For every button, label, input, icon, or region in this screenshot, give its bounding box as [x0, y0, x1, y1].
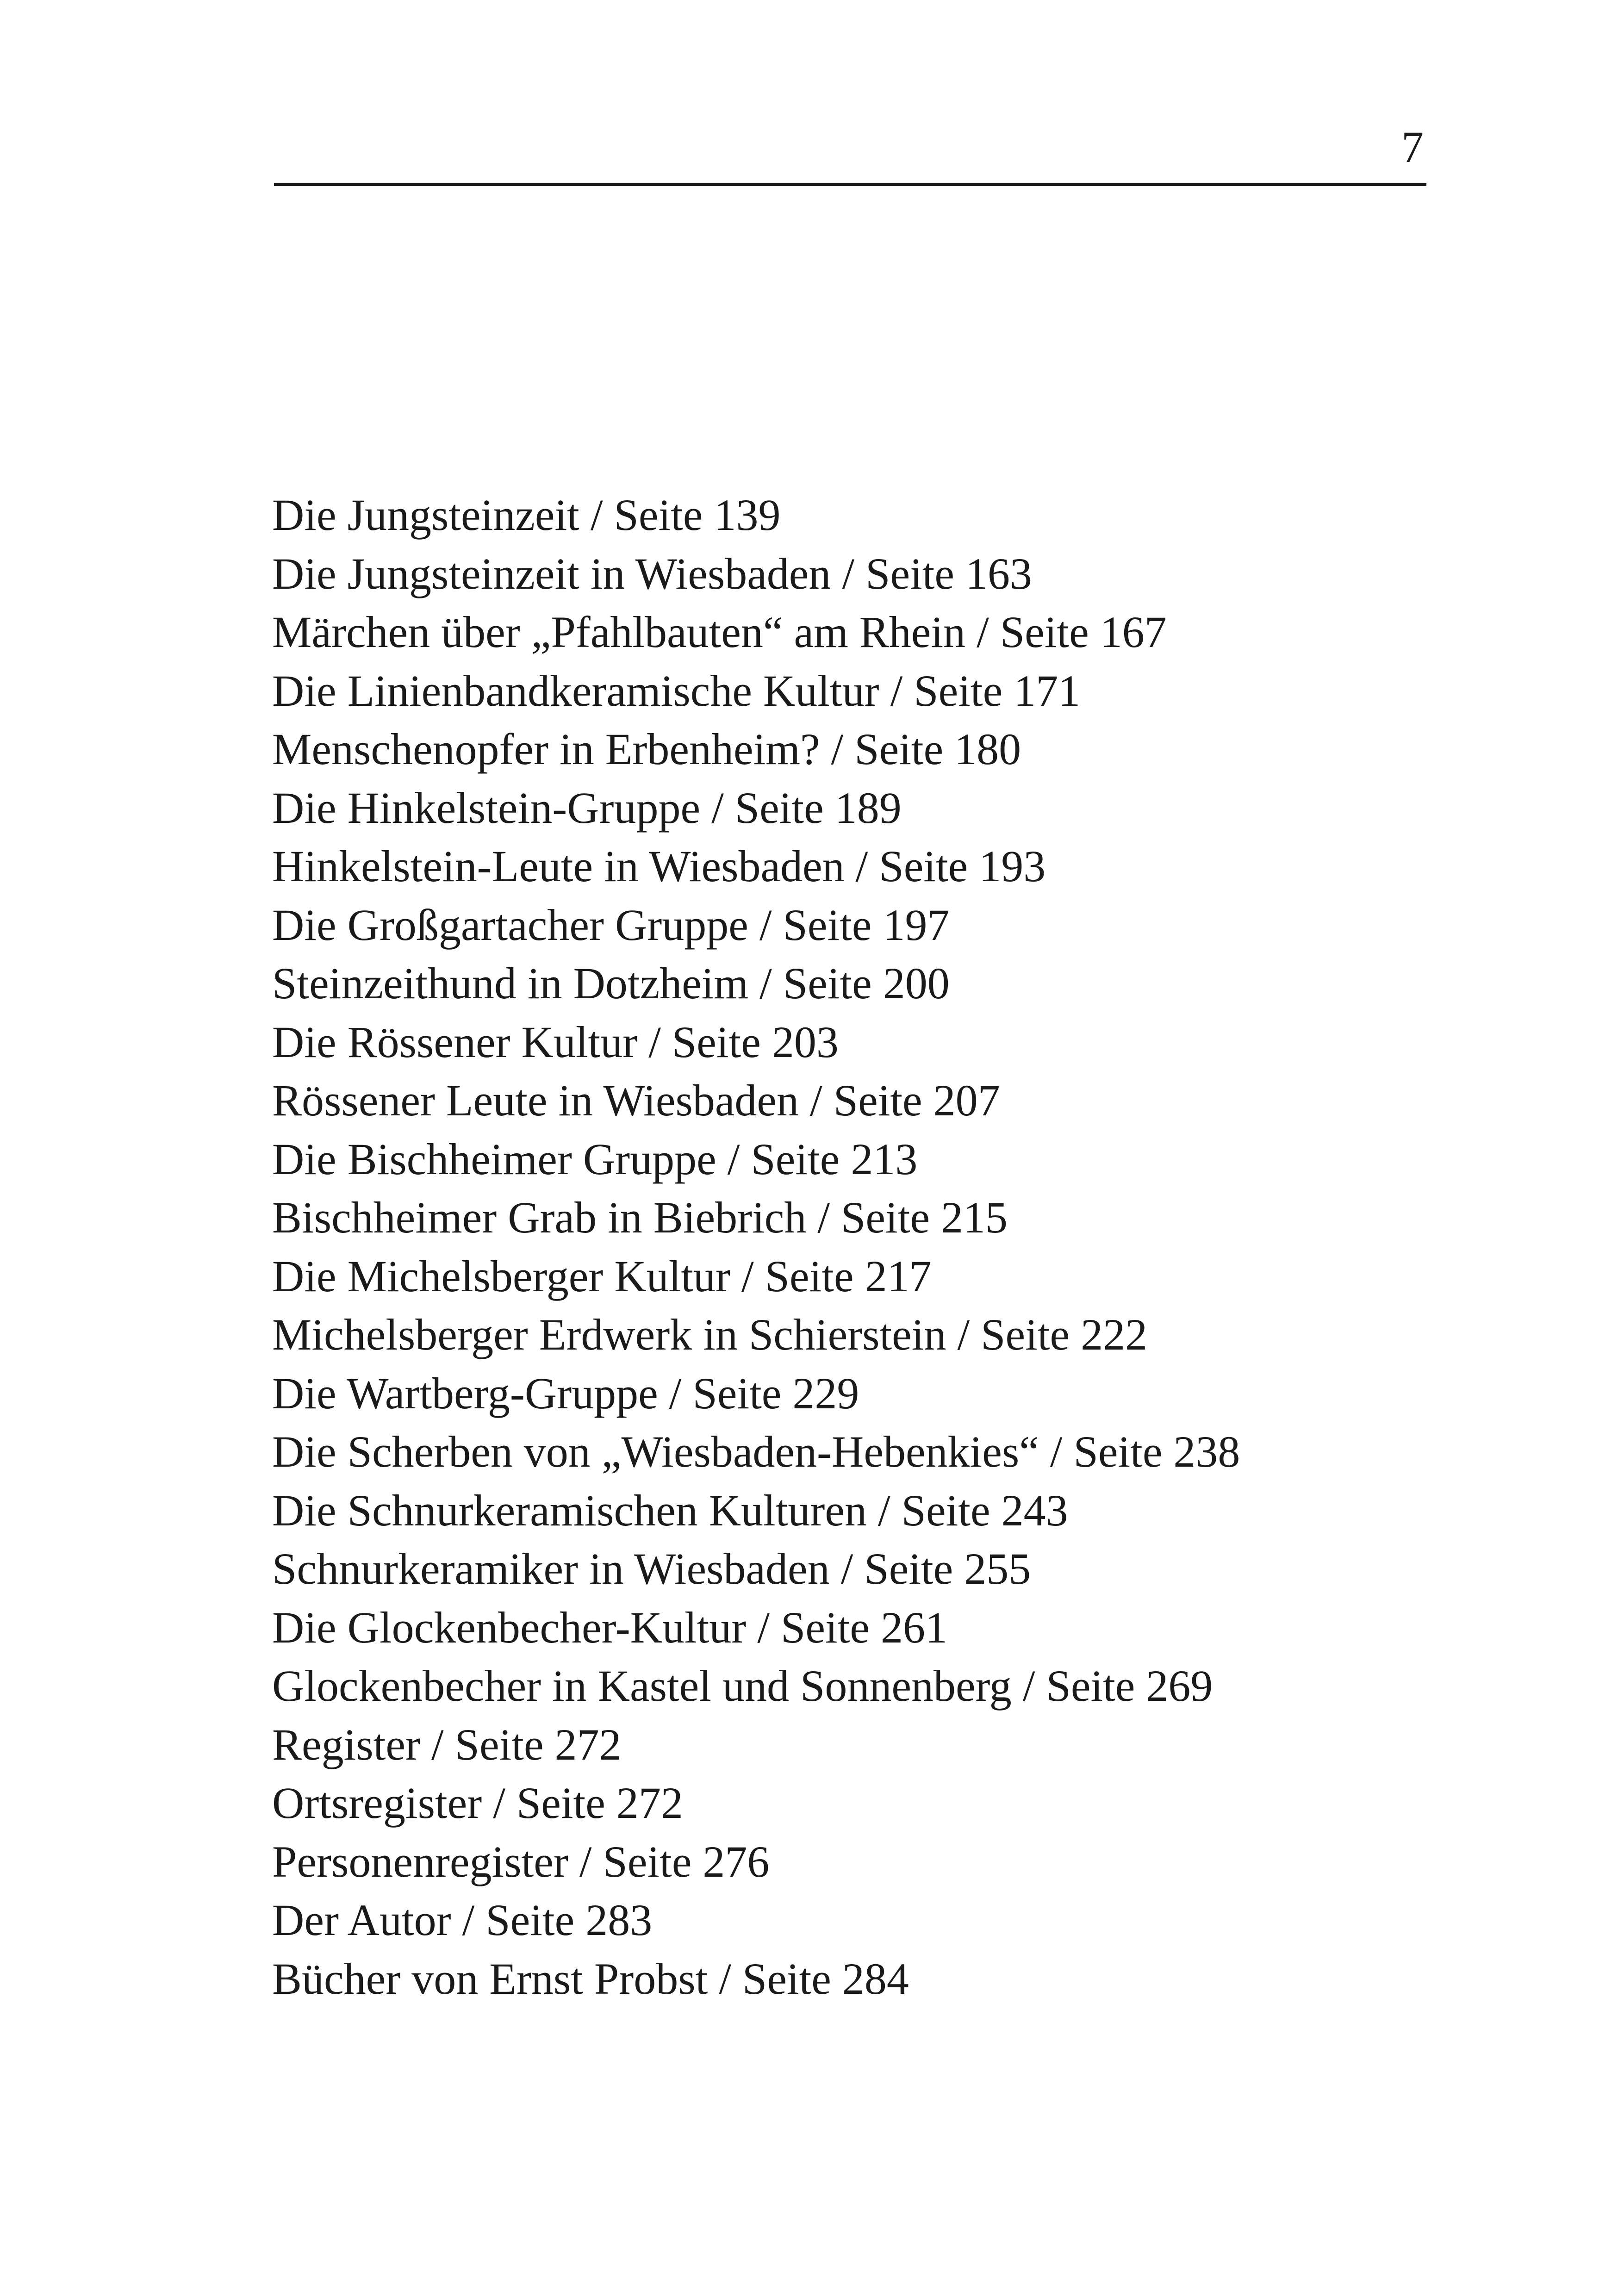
toc-entry: Die Rössener Kultur / Seite 203: [272, 1017, 839, 1067]
toc-entry: Rössener Leute in Wiesbaden / Seite 207: [272, 1076, 1000, 1125]
toc-entry: Die Schnurkeramischen Kulturen / Seite 243: [272, 1485, 1068, 1535]
toc-entry: Die Scherben von „Wiesbaden-Hebenkies“ / Seite 238: [272, 1427, 1240, 1476]
toc-entry: Die Linienbandkeramische Kultur / Seite 171: [272, 666, 1081, 716]
page-number: 7: [1401, 122, 1424, 172]
toc-entry: Die Hinkelstein-Gruppe / Seite 189: [272, 783, 902, 833]
toc-entry: Die Wartberg-Gruppe / Seite 229: [272, 1368, 859, 1418]
toc-entry: Märchen über „Pfahlbauten“ am Rhein / Seite 167: [272, 607, 1167, 657]
toc-entry: Bischheimer Grab in Biebrich / Seite 215: [272, 1193, 1008, 1242]
table-of-contents: [272, 486, 1240, 2008]
toc-entry: Die Jungsteinzeit / Seite 139: [272, 490, 781, 540]
toc-entry: Glockenbecher in Kastel und Sonnenberg / Seite 269: [272, 1661, 1213, 1711]
header-rule: [274, 183, 1426, 186]
toc-entry: Der Autor / Seite 283: [272, 1895, 653, 1945]
toc-entry: Register / Seite 272: [272, 1719, 622, 1769]
toc-entry: Hinkelstein-Leute in Wiesbaden / Seite 193: [272, 841, 1046, 891]
toc-entry: Schnurkeramiker in Wiesbaden / Seite 255: [272, 1544, 1031, 1593]
toc-entry: Die Jungsteinzeit in Wiesbaden / Seite 163: [272, 548, 1033, 598]
toc-entry: Steinzeithund in Dotzheim / Seite 200: [272, 958, 950, 1008]
toc-entry: Personenregister / Seite 276: [272, 1836, 770, 1886]
toc-entry: Ortsregister / Seite 272: [272, 1778, 683, 1828]
toc-entry: Menschenopfer in Erbenheim? / Seite 180: [272, 724, 1021, 774]
toc-entry: Die Großgartacher Gruppe / Seite 197: [272, 900, 950, 950]
toc-entry: Die Glockenbecher-Kultur / Seite 261: [272, 1602, 947, 1652]
toc-entry: Die Michelsberger Kultur / Seite 217: [272, 1251, 932, 1301]
toc-entry: Die Bischheimer Gruppe / Seite 213: [272, 1134, 918, 1184]
toc-entry: Bücher von Ernst Probst / Seite 284: [272, 1954, 909, 2004]
toc-entry: Michelsberger Erdwerk in Schierstein / Seite 222: [272, 1310, 1148, 1359]
